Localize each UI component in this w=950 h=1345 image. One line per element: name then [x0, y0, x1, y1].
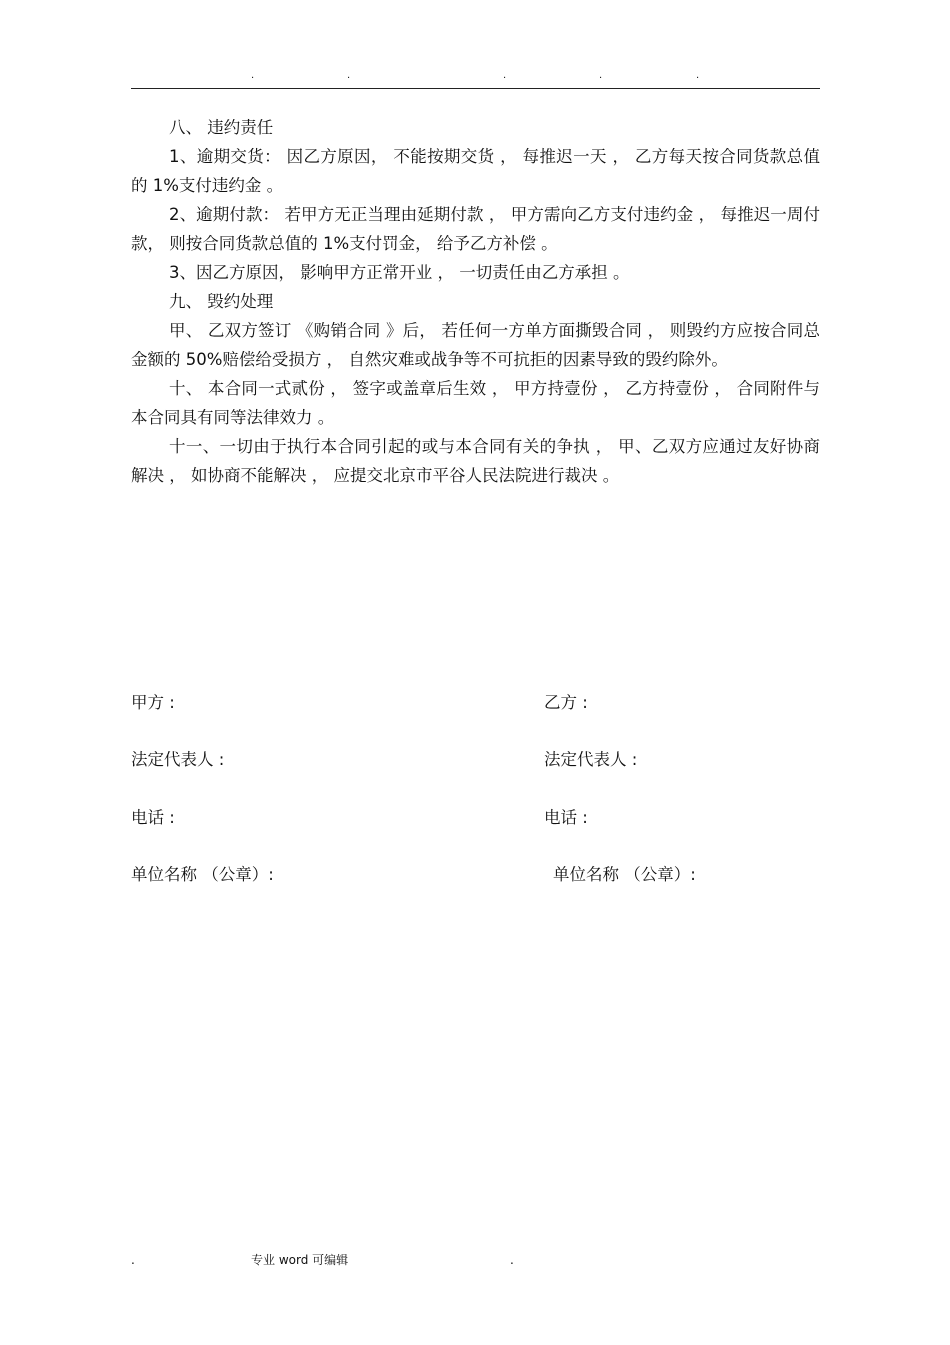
footer-dot-right: . — [510, 1253, 514, 1267]
footer-dot-left: . — [131, 1253, 135, 1267]
clause-late-payment: 2、逾期付款： 若甲方无正当理由延期付款 ， 甲方需向乙方支付违约金 ， 每推迟一周付款， 则按合同货款总值的 1%支付罚金， 给予乙方补偿 。 — [131, 205, 820, 253]
party-b-unit-label: 单位名称 （公章）: — [553, 865, 696, 884]
clause-copies: 十、 本合同一式贰份 ， 签字或盖章后生效 ， 甲方持壹份 ， 乙方持壹份 ， 合同附件与本合同具有同等法律效力 。 — [131, 379, 820, 427]
page-header — [0, 68, 950, 84]
header-dot: . — [599, 70, 603, 81]
page-footer — [0, 1250, 950, 1270]
party-a-phone-label: 电话 : — [131, 808, 175, 827]
header-dot: . — [696, 70, 700, 81]
header-dot: . — [503, 70, 507, 81]
party-b-representative-label: 法定代表人 : — [544, 750, 638, 769]
party-a-unit-label: 单位名称 （公章）: — [131, 865, 274, 884]
header-dot: . — [251, 70, 255, 81]
party-a-representative-label: 法定代表人 : — [131, 750, 225, 769]
contract-body — [131, 113, 820, 490]
footer-label: 专业 word 可编辑 — [251, 1253, 349, 1267]
party-b-label: 乙方 : — [544, 693, 588, 712]
clause-termination: 甲、 乙双方签订 《购销合同 》后， 若任何一方单方面撕毁合同 ， 则毁约方应按合同总金额的 50%赔偿给受损方 ， 自然灾难或战争等不可抗拒的因素导致的毁约除外。 — [131, 321, 820, 369]
header-dot: . — [347, 70, 351, 81]
clause-opening-impact: 3、因乙方原因， 影响甲方正常开业 ， 一切责任由乙方承担 。 — [169, 263, 630, 282]
section-heading-termination: 九、 毁约处理 — [169, 292, 274, 311]
header-rule — [131, 88, 820, 89]
party-a-label: 甲方 : — [131, 693, 175, 712]
section-heading-breach: 八、 违约责任 — [169, 118, 274, 137]
party-b-phone-label: 电话 : — [544, 808, 588, 827]
clause-late-delivery: 1、逾期交货： 因乙方原因， 不能按期交货 ， 每推迟一天 ， 乙方每天按合同货款总值的 1%支付违约金 。 — [131, 147, 820, 195]
clause-dispute: 十一、一切由于执行本合同引起的或与本合同有关的争执 ， 甲、乙双方应通过友好协商解决 ， 如协商不能解决 ， 应提交北京市平谷人民法院进行裁决 。 — [131, 437, 820, 485]
